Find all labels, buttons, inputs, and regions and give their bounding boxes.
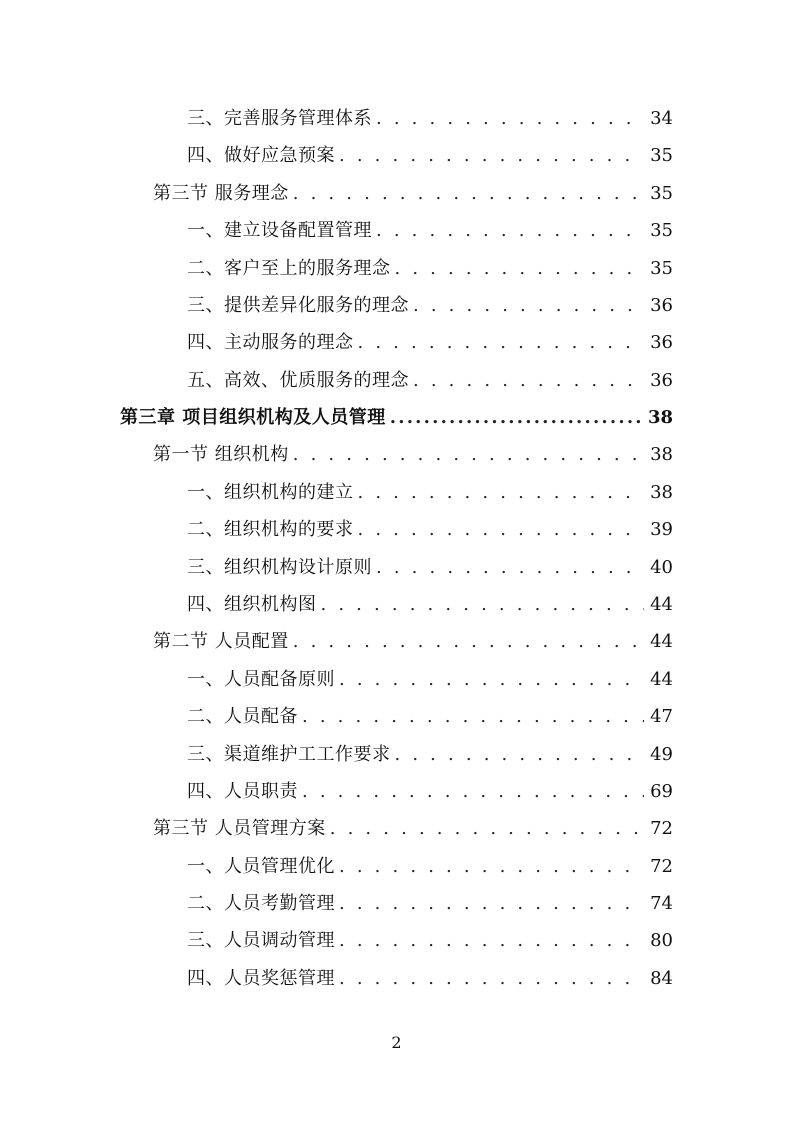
toc-dot-leader xyxy=(413,362,644,399)
toc-dot-leader xyxy=(358,474,645,511)
toc-entry[interactable] xyxy=(187,549,673,586)
toc-dot-leader xyxy=(358,511,645,548)
toc-entry-page: 49 xyxy=(650,744,673,765)
toc-entry-title: 一、人员管理优化 xyxy=(187,856,335,877)
toc-entry-page: 39 xyxy=(650,519,673,540)
toc-entry-title: 一、建立设备配置管理 xyxy=(187,220,372,241)
toc-entry-page: 44 xyxy=(650,631,673,652)
toc-entry-title: 三、人员调动管理 xyxy=(187,930,335,951)
toc-entry-title: 第三节 服务理念 xyxy=(153,183,289,204)
toc-entry-title: 第一节 组织机构 xyxy=(153,444,289,465)
toc-entry-title: 一、组织机构的建立 xyxy=(187,482,354,503)
toc-entry-title: 四、人员职责 xyxy=(187,781,298,802)
toc-entry-title: 一、人员配备原则 xyxy=(187,669,335,690)
toc-entry-page: 69 xyxy=(650,781,673,802)
toc-entry-page: 44 xyxy=(650,669,673,690)
toc-entry-title: 第三节 人员管理方案 xyxy=(153,818,326,839)
toc-entry[interactable] xyxy=(187,922,673,959)
toc-entry[interactable] xyxy=(187,848,673,885)
toc-chapter-entry[interactable] xyxy=(120,399,673,436)
toc-dot-leader xyxy=(358,324,645,361)
toc-entry-page: 74 xyxy=(650,893,673,914)
toc-entry-title: 三、组织机构设计原则 xyxy=(187,557,372,578)
page-number: 2 xyxy=(391,1033,402,1052)
toc-entry-page: 44 xyxy=(650,594,673,615)
toc-entry-title: 四、人员奖惩管理 xyxy=(187,968,335,989)
toc-entry-page: 47 xyxy=(650,706,673,727)
toc-entry[interactable] xyxy=(187,324,673,361)
toc-dot-leader xyxy=(330,810,644,847)
toc-entry[interactable] xyxy=(187,698,673,735)
toc-section-entry[interactable] xyxy=(153,623,673,660)
toc-entry-title: 二、人员考勤管理 xyxy=(187,893,335,914)
toc-entry-title: 第三章 项目组织机构及人员管理 xyxy=(120,407,386,428)
toc-dot-leader xyxy=(395,736,645,773)
toc-entry-title: 二、人员配备 xyxy=(187,706,298,727)
toc-dot-leader xyxy=(321,586,645,623)
toc-entry-page: 36 xyxy=(650,295,673,316)
toc-entry[interactable] xyxy=(187,511,673,548)
toc-entry-page: 34 xyxy=(650,108,673,129)
toc-entry-page: 38 xyxy=(647,407,673,428)
toc-section-entry[interactable] xyxy=(153,436,673,473)
toc-dot-leader xyxy=(376,100,644,137)
toc-entry[interactable] xyxy=(187,586,673,623)
toc-entry[interactable] xyxy=(187,474,673,511)
toc-entry-title: 五、高效、优质服务的理念 xyxy=(187,370,409,391)
toc-entry[interactable] xyxy=(187,100,673,137)
toc-entry-title: 第二节 人员配置 xyxy=(153,631,289,652)
toc-dot-leader xyxy=(339,885,644,922)
toc-section-entry[interactable] xyxy=(153,810,673,847)
toc-entry-title: 四、组织机构图 xyxy=(187,594,317,615)
toc-dot-leader xyxy=(390,399,642,436)
toc-dot-leader xyxy=(293,436,644,473)
toc-section-entry[interactable] xyxy=(153,175,673,212)
toc-entry-page: 36 xyxy=(650,332,673,353)
toc-entry[interactable] xyxy=(187,362,673,399)
toc-entry-page: 38 xyxy=(650,444,673,465)
toc-entry[interactable] xyxy=(187,137,673,174)
toc-dot-leader xyxy=(395,250,645,287)
toc-entry-page: 35 xyxy=(650,258,673,279)
toc-entry[interactable] xyxy=(187,736,673,773)
toc-entry-page: 35 xyxy=(650,183,673,204)
toc-entry-title: 三、渠道维护工工作要求 xyxy=(187,744,391,765)
toc-dot-leader xyxy=(293,175,644,212)
toc-entry-title: 三、完善服务管理体系 xyxy=(187,108,372,129)
toc-entry[interactable] xyxy=(187,960,673,997)
toc-entry-page: 72 xyxy=(650,818,673,839)
toc-entry-page: 84 xyxy=(650,968,673,989)
toc-dot-leader xyxy=(302,698,644,735)
toc-dot-leader xyxy=(413,287,644,324)
toc-dot-leader xyxy=(293,623,644,660)
toc-entry-page: 36 xyxy=(650,370,673,391)
toc-dot-leader xyxy=(376,212,644,249)
toc-dot-leader xyxy=(339,848,644,885)
toc-entry-page: 38 xyxy=(650,482,673,503)
toc-dot-leader xyxy=(339,922,644,959)
toc-entry-page: 35 xyxy=(650,220,673,241)
toc-dot-leader xyxy=(339,960,644,997)
toc-entry[interactable] xyxy=(187,287,673,324)
toc-entry-title: 三、提供差异化服务的理念 xyxy=(187,295,409,316)
toc-entry[interactable] xyxy=(187,250,673,287)
toc-entry[interactable] xyxy=(187,212,673,249)
toc-entry[interactable] xyxy=(187,885,673,922)
toc-entry-page: 40 xyxy=(650,557,673,578)
toc-entry[interactable] xyxy=(187,773,673,810)
toc-entry-title: 二、组织机构的要求 xyxy=(187,519,354,540)
toc-entry-page: 35 xyxy=(650,145,673,166)
toc-dot-leader xyxy=(302,773,644,810)
toc-entry-title: 四、主动服务的理念 xyxy=(187,332,354,353)
toc-entry-page: 72 xyxy=(650,856,673,877)
toc-entry-title: 二、客户至上的服务理念 xyxy=(187,258,391,279)
toc-entry-page: 80 xyxy=(650,930,673,951)
toc-dot-leader xyxy=(339,661,644,698)
toc-entry-title: 四、做好应急预案 xyxy=(187,145,335,166)
toc-dot-leader xyxy=(339,137,644,174)
toc-entry[interactable] xyxy=(187,661,673,698)
toc-dot-leader xyxy=(376,549,644,586)
